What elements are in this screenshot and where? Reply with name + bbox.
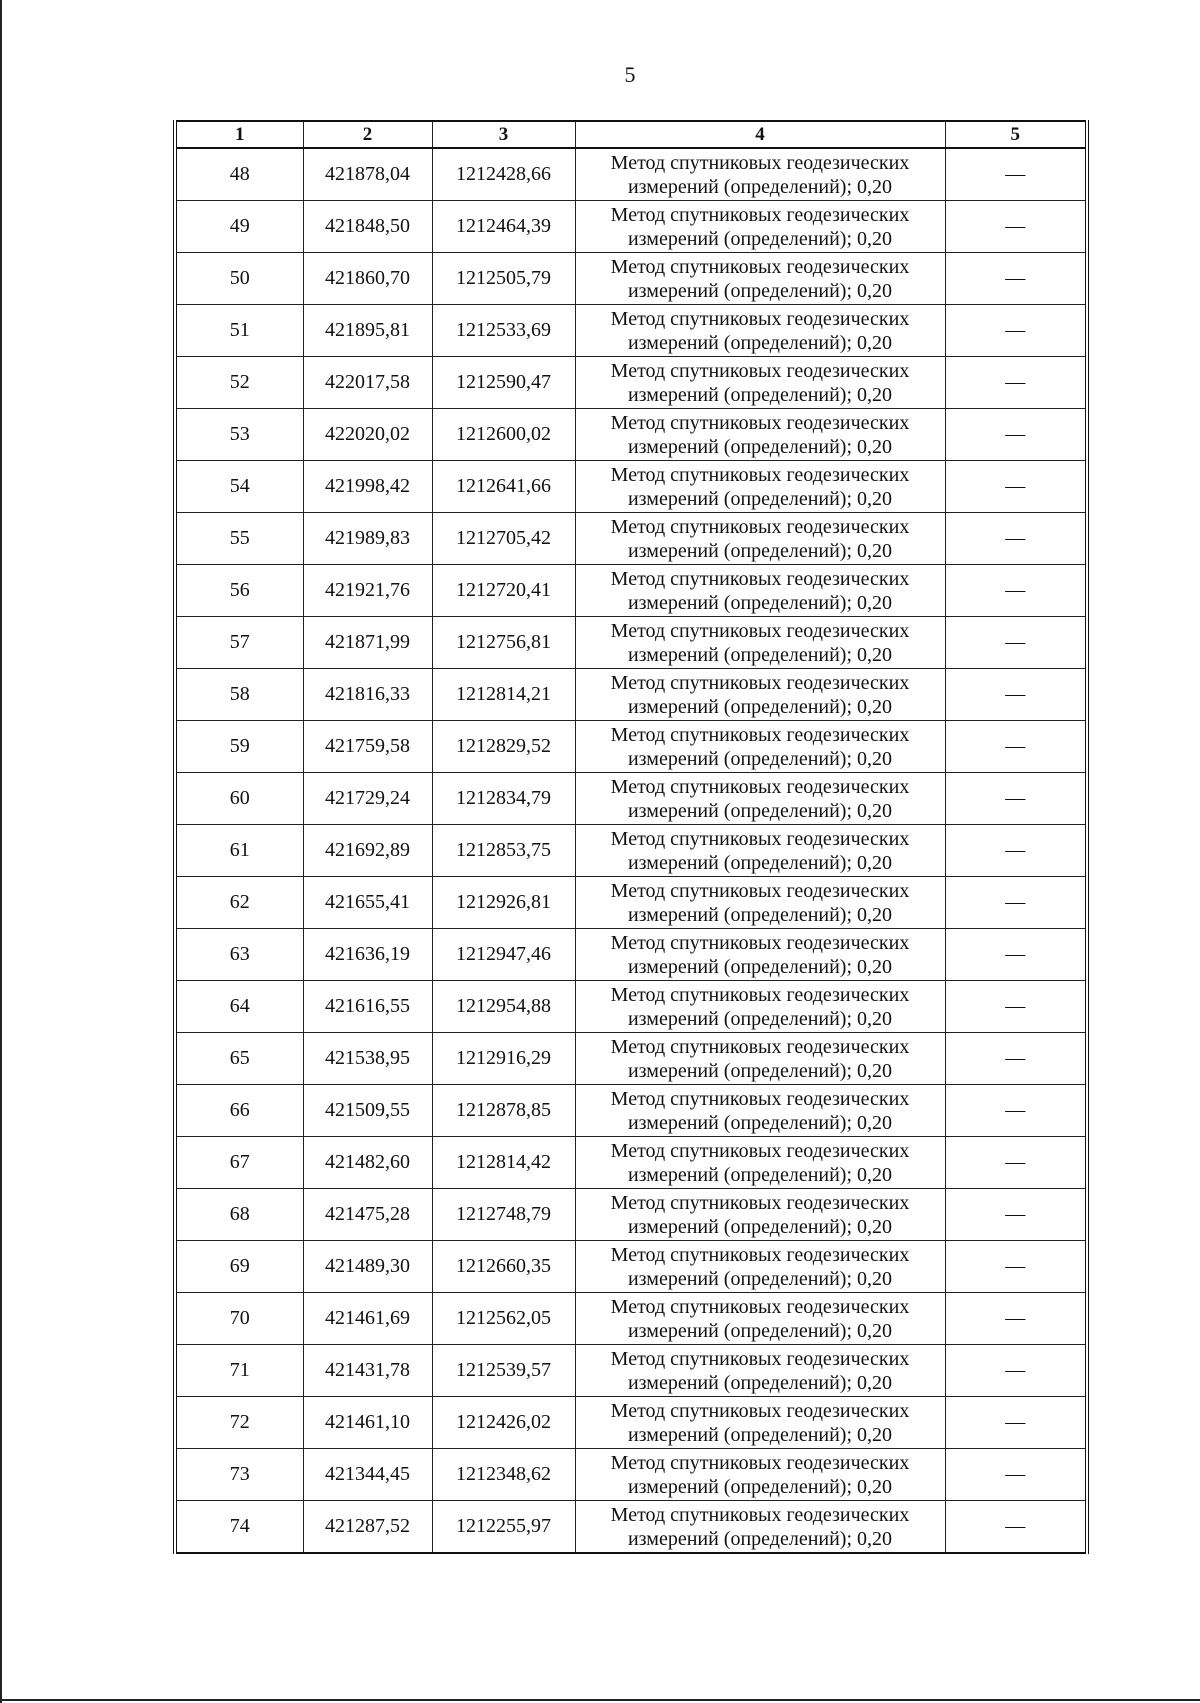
- point-number-cell: 53: [175, 409, 303, 461]
- y-coordinate-cell: 1212829,52: [432, 721, 575, 773]
- y-coordinate-cell: 1212926,81: [432, 877, 575, 929]
- y-coordinate-cell: 1212641,66: [432, 461, 575, 513]
- method-cell: Метод спутниковых геодезических измерений (определений); 0,20: [575, 825, 945, 877]
- scan-edge-bottom: [0, 1699, 1200, 1701]
- header-col-4: 4: [575, 121, 945, 148]
- x-coordinate-cell: 421287,52: [303, 1501, 432, 1554]
- table-row: [175, 1397, 1087, 1449]
- note-cell: —: [945, 929, 1087, 981]
- note-cell: —: [945, 1241, 1087, 1293]
- table-row: [175, 305, 1087, 357]
- y-coordinate-cell: 1212533,69: [432, 305, 575, 357]
- point-number-cell: 68: [175, 1189, 303, 1241]
- y-coordinate-cell: 1212255,97: [432, 1501, 575, 1554]
- table-body: [175, 148, 1087, 1553]
- method-cell: Метод спутниковых геодезических измерений (определений); 0,20: [575, 1137, 945, 1189]
- x-coordinate-cell: 421655,41: [303, 877, 432, 929]
- point-number-cell: 50: [175, 253, 303, 305]
- method-cell: Метод спутниковых геодезических измерений (определений); 0,20: [575, 981, 945, 1033]
- table-row: [175, 1137, 1087, 1189]
- point-number-cell: 71: [175, 1345, 303, 1397]
- note-cell: —: [945, 617, 1087, 669]
- point-number-cell: 64: [175, 981, 303, 1033]
- table-row: [175, 669, 1087, 721]
- page-number: 5: [624, 62, 636, 87]
- table-row: [175, 1449, 1087, 1501]
- header-col-1: 1: [175, 121, 303, 148]
- y-coordinate-cell: 1212562,05: [432, 1293, 575, 1345]
- y-coordinate-cell: 1212954,88: [432, 981, 575, 1033]
- coordinates-table: [173, 120, 1089, 1554]
- note-cell: —: [945, 357, 1087, 409]
- point-number-cell: 70: [175, 1293, 303, 1345]
- method-cell: Метод спутниковых геодезических измерений (определений); 0,20: [575, 669, 945, 721]
- table-row: [175, 148, 1087, 201]
- point-number-cell: 67: [175, 1137, 303, 1189]
- point-number-cell: 55: [175, 513, 303, 565]
- x-coordinate-cell: 421895,81: [303, 305, 432, 357]
- x-coordinate-cell: 421616,55: [303, 981, 432, 1033]
- point-number-cell: 73: [175, 1449, 303, 1501]
- method-cell: Метод спутниковых геодезических измерений (определений); 0,20: [575, 1501, 945, 1554]
- table-row: [175, 1293, 1087, 1345]
- method-cell: Метод спутниковых геодезических измерений (определений); 0,20: [575, 877, 945, 929]
- table-row: [175, 513, 1087, 565]
- x-coordinate-cell: 421989,83: [303, 513, 432, 565]
- method-cell: Метод спутниковых геодезических измерений (определений); 0,20: [575, 565, 945, 617]
- x-coordinate-cell: 421431,78: [303, 1345, 432, 1397]
- x-coordinate-cell: 421461,10: [303, 1397, 432, 1449]
- x-coordinate-cell: 421636,19: [303, 929, 432, 981]
- method-cell: Метод спутниковых геодезических измерений (определений); 0,20: [575, 305, 945, 357]
- note-cell: —: [945, 721, 1087, 773]
- method-cell: Метод спутниковых геодезических измерений (определений); 0,20: [575, 1085, 945, 1137]
- y-coordinate-cell: 1212600,02: [432, 409, 575, 461]
- note-cell: —: [945, 305, 1087, 357]
- point-number-cell: 60: [175, 773, 303, 825]
- table-row: [175, 929, 1087, 981]
- note-cell: —: [945, 565, 1087, 617]
- x-coordinate-cell: 421692,89: [303, 825, 432, 877]
- y-coordinate-cell: 1212590,47: [432, 357, 575, 409]
- y-coordinate-cell: 1212539,57: [432, 1345, 575, 1397]
- y-coordinate-cell: 1212505,79: [432, 253, 575, 305]
- point-number-cell: 62: [175, 877, 303, 929]
- method-cell: Метод спутниковых геодезических измерений (определений); 0,20: [575, 148, 945, 201]
- x-coordinate-cell: 421878,04: [303, 148, 432, 201]
- header-col-3: 3: [432, 121, 575, 148]
- method-cell: Метод спутниковых геодезических измерений (определений); 0,20: [575, 773, 945, 825]
- y-coordinate-cell: 1212464,39: [432, 201, 575, 253]
- point-number-cell: 66: [175, 1085, 303, 1137]
- point-number-cell: 65: [175, 1033, 303, 1085]
- table-row: [175, 409, 1087, 461]
- note-cell: —: [945, 669, 1087, 721]
- x-coordinate-cell: 421848,50: [303, 201, 432, 253]
- table-row: [175, 1345, 1087, 1397]
- note-cell: —: [945, 253, 1087, 305]
- point-number-cell: 54: [175, 461, 303, 513]
- note-cell: —: [945, 1397, 1087, 1449]
- point-number-cell: 69: [175, 1241, 303, 1293]
- method-cell: Метод спутниковых геодезических измерений (определений); 0,20: [575, 409, 945, 461]
- method-cell: Метод спутниковых геодезических измерений (определений); 0,20: [575, 201, 945, 253]
- method-cell: Метод спутниковых геодезических измерений (определений); 0,20: [575, 1241, 945, 1293]
- table-row: [175, 357, 1087, 409]
- y-coordinate-cell: 1212834,79: [432, 773, 575, 825]
- table-row: [175, 877, 1087, 929]
- x-coordinate-cell: 422020,02: [303, 409, 432, 461]
- x-coordinate-cell: 421871,99: [303, 617, 432, 669]
- note-cell: —: [945, 461, 1087, 513]
- point-number-cell: 56: [175, 565, 303, 617]
- method-cell: Метод спутниковых геодезических измерений (определений); 0,20: [575, 1033, 945, 1085]
- method-cell: Метод спутниковых геодезических измерений (определений); 0,20: [575, 1293, 945, 1345]
- note-cell: —: [945, 773, 1087, 825]
- note-cell: —: [945, 1501, 1087, 1554]
- table-row: [175, 565, 1087, 617]
- method-cell: Метод спутниковых геодезических измерений (определений); 0,20: [575, 929, 945, 981]
- y-coordinate-cell: 1212426,02: [432, 1397, 575, 1449]
- y-coordinate-cell: 1212814,21: [432, 669, 575, 721]
- y-coordinate-cell: 1212428,66: [432, 148, 575, 201]
- point-number-cell: 59: [175, 721, 303, 773]
- x-coordinate-cell: 421482,60: [303, 1137, 432, 1189]
- table-row: [175, 721, 1087, 773]
- x-coordinate-cell: 421998,42: [303, 461, 432, 513]
- x-coordinate-cell: 421538,95: [303, 1033, 432, 1085]
- note-cell: —: [945, 825, 1087, 877]
- x-coordinate-cell: 421489,30: [303, 1241, 432, 1293]
- method-cell: Метод спутниковых геодезических измерений (определений); 0,20: [575, 461, 945, 513]
- y-coordinate-cell: 1212814,42: [432, 1137, 575, 1189]
- point-number-cell: 52: [175, 357, 303, 409]
- point-number-cell: 61: [175, 825, 303, 877]
- table-row: [175, 1241, 1087, 1293]
- point-number-cell: 72: [175, 1397, 303, 1449]
- method-cell: Метод спутниковых геодезических измерений (определений); 0,20: [575, 1345, 945, 1397]
- table-row: [175, 201, 1087, 253]
- point-number-cell: 51: [175, 305, 303, 357]
- y-coordinate-cell: 1212916,29: [432, 1033, 575, 1085]
- note-cell: —: [945, 1293, 1087, 1345]
- method-cell: Метод спутниковых геодезических измерений (определений); 0,20: [575, 1397, 945, 1449]
- x-coordinate-cell: 421509,55: [303, 1085, 432, 1137]
- note-cell: —: [945, 1449, 1087, 1501]
- point-number-cell: 58: [175, 669, 303, 721]
- x-coordinate-cell: 421475,28: [303, 1189, 432, 1241]
- y-coordinate-cell: 1212878,85: [432, 1085, 575, 1137]
- note-cell: —: [945, 409, 1087, 461]
- method-cell: Метод спутниковых геодезических измерений (определений); 0,20: [575, 513, 945, 565]
- method-cell: Метод спутниковых геодезических измерений (определений); 0,20: [575, 617, 945, 669]
- note-cell: —: [945, 148, 1087, 201]
- point-number-cell: 57: [175, 617, 303, 669]
- method-cell: Метод спутниковых геодезических измерений (определений); 0,20: [575, 253, 945, 305]
- x-coordinate-cell: 421860,70: [303, 253, 432, 305]
- table-row: [175, 1501, 1087, 1554]
- x-coordinate-cell: 421921,76: [303, 565, 432, 617]
- note-cell: —: [945, 877, 1087, 929]
- y-coordinate-cell: 1212720,41: [432, 565, 575, 617]
- note-cell: —: [945, 981, 1087, 1033]
- table-row: [175, 981, 1087, 1033]
- x-coordinate-cell: 421344,45: [303, 1449, 432, 1501]
- y-coordinate-cell: 1212660,35: [432, 1241, 575, 1293]
- method-cell: Метод спутниковых геодезических измерений (определений); 0,20: [575, 1449, 945, 1501]
- point-number-cell: 74: [175, 1501, 303, 1554]
- header-col-2: 2: [303, 121, 432, 148]
- table-header-row: [175, 121, 1087, 148]
- method-cell: Метод спутниковых геодезических измерений (определений); 0,20: [575, 357, 945, 409]
- table-row: [175, 1189, 1087, 1241]
- y-coordinate-cell: 1212853,75: [432, 825, 575, 877]
- method-cell: Метод спутниковых геодезических измерений (определений); 0,20: [575, 1189, 945, 1241]
- y-coordinate-cell: 1212348,62: [432, 1449, 575, 1501]
- scan-edge-left: [0, 0, 2, 1703]
- y-coordinate-cell: 1212756,81: [432, 617, 575, 669]
- method-cell: Метод спутниковых геодезических измерений (определений); 0,20: [575, 721, 945, 773]
- x-coordinate-cell: 421729,24: [303, 773, 432, 825]
- note-cell: —: [945, 1033, 1087, 1085]
- point-number-cell: 49: [175, 201, 303, 253]
- point-number-cell: 48: [175, 148, 303, 201]
- note-cell: —: [945, 201, 1087, 253]
- table-row: [175, 1085, 1087, 1137]
- x-coordinate-cell: 421461,69: [303, 1293, 432, 1345]
- table-row: [175, 617, 1087, 669]
- y-coordinate-cell: 1212947,46: [432, 929, 575, 981]
- table-row: [175, 461, 1087, 513]
- note-cell: —: [945, 1345, 1087, 1397]
- table-row: [175, 1033, 1087, 1085]
- table-row: [175, 253, 1087, 305]
- table-row: [175, 773, 1087, 825]
- table-row: [175, 825, 1087, 877]
- note-cell: —: [945, 1189, 1087, 1241]
- header-col-5: 5: [945, 121, 1087, 148]
- x-coordinate-cell: 422017,58: [303, 357, 432, 409]
- note-cell: —: [945, 513, 1087, 565]
- y-coordinate-cell: 1212705,42: [432, 513, 575, 565]
- note-cell: —: [945, 1085, 1087, 1137]
- note-cell: —: [945, 1137, 1087, 1189]
- x-coordinate-cell: 421759,58: [303, 721, 432, 773]
- point-number-cell: 63: [175, 929, 303, 981]
- x-coordinate-cell: 421816,33: [303, 669, 432, 721]
- y-coordinate-cell: 1212748,79: [432, 1189, 575, 1241]
